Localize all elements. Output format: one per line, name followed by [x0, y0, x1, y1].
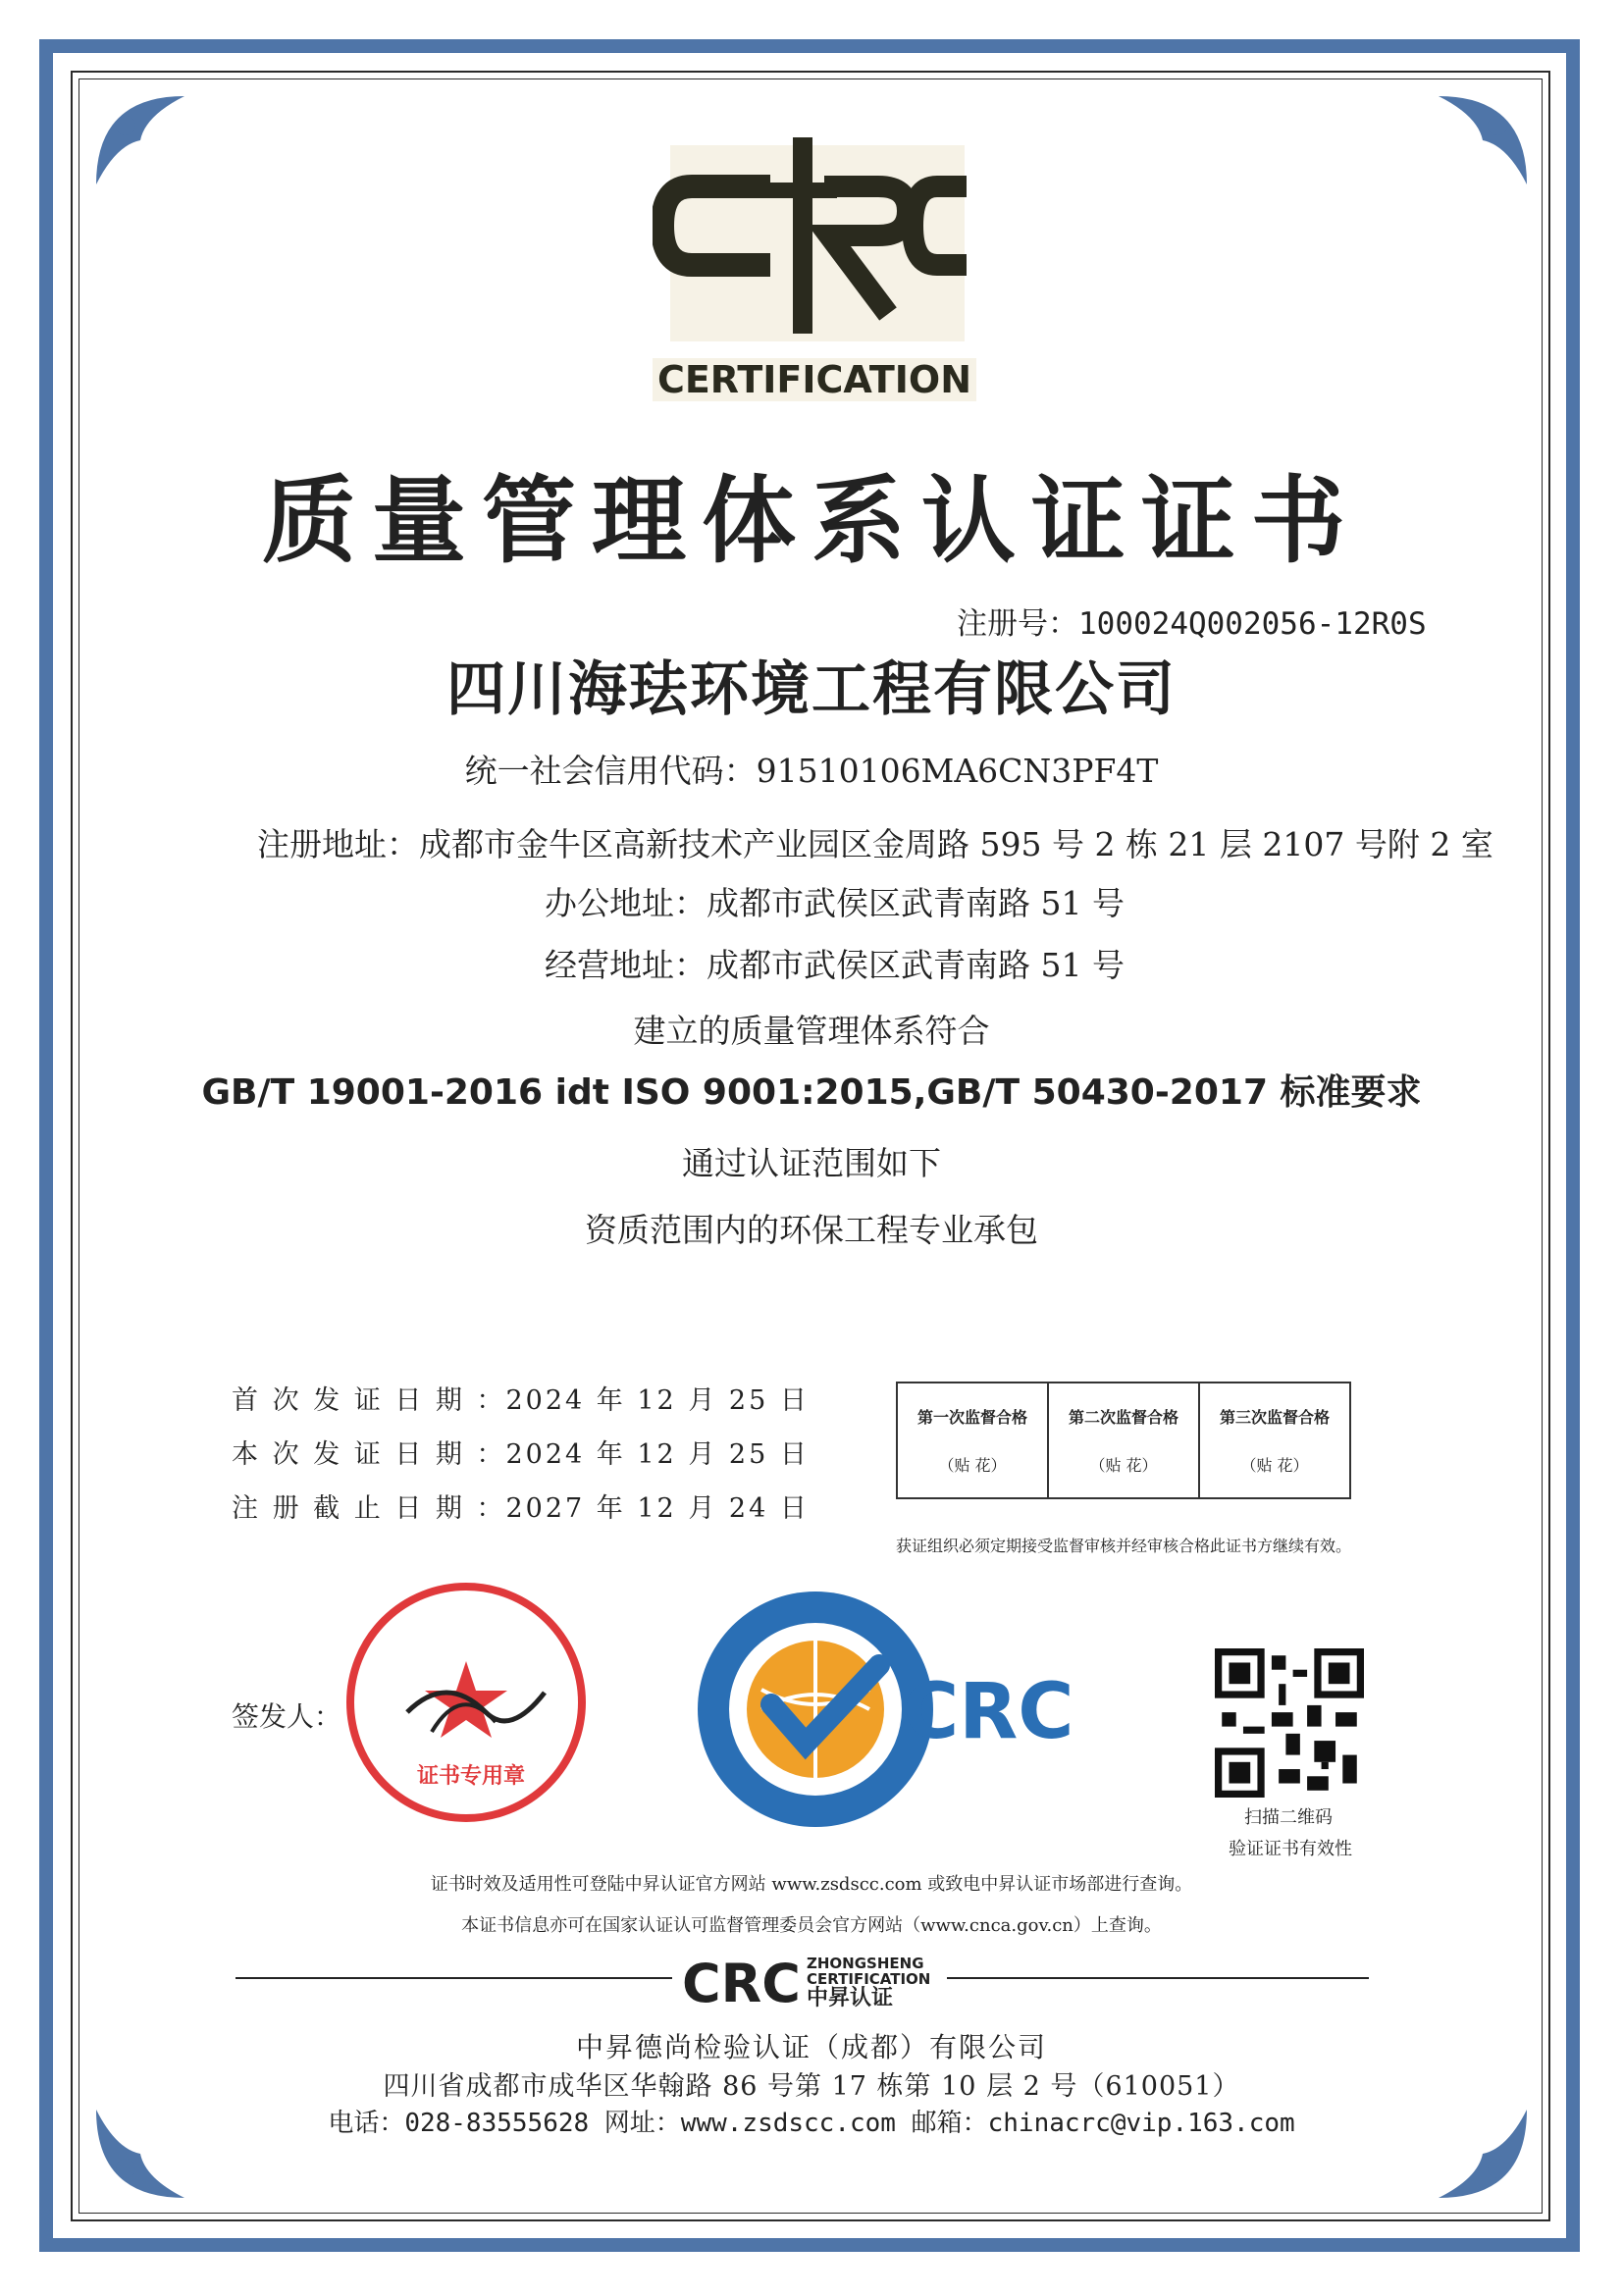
surveillance-cell-3: 第三次监督合格 （贴 花） — [1199, 1383, 1350, 1498]
issuer-name: 中昇德尚检验认证（成都）有限公司 — [575, 2031, 1047, 2063]
standard-requirement: GB/T 19001-2016 idt ISO 9001:2015,GB/T 50430-2017 标准要求 — [201, 1072, 1422, 1113]
credit-code: 统一社会信用代码：91510106MA6CN3PF4T — [464, 752, 1159, 790]
qr-caption-2: 验证证书有效性 — [1229, 1839, 1352, 1859]
seal-center-text: 证书专用章 — [417, 1763, 526, 1789]
validity-note-1: 证书时效及适用性可登陆中昇认证官方网站 www.zsdscc.com 或致电中昇认证市场部进行查询。 — [430, 1874, 1193, 1895]
date-label: 首 次 发 证 日 期 ： — [232, 1385, 506, 1416]
registration-expiry-date — [232, 1487, 810, 1525]
date-label: 本 次 发 证 日 期 ： — [232, 1439, 506, 1470]
footer-logo-cn: 中昇认证 — [807, 1986, 894, 2010]
registered-address: 注册地址：成都市金牛区高新技术产业园区金周路 595 号 2 栋 21 层 2107 号附 2 室 — [257, 825, 1493, 863]
certificate-title: 质量管理体系认证证书 — [262, 465, 1361, 576]
crc-logo-icon — [653, 128, 976, 353]
certification-scope: 资质范围内的环保工程专业承包 — [585, 1211, 1038, 1249]
logo-certification-text: CERTIFICATION — [653, 358, 976, 401]
conformity-intro: 建立的质量管理体系符合 — [633, 1012, 990, 1050]
corner-ornament-top-left-icon — [86, 86, 194, 194]
issuer-contact: 电话：028-83555628 网址：www.zsdscc.com 邮箱：chinacrc@vip.163.com — [328, 2109, 1295, 2138]
badge-crc-logo: CRC — [903, 1668, 1074, 1756]
corner-ornament-top-right-icon — [1429, 86, 1537, 194]
footer-rule-left — [236, 1977, 672, 1979]
office-address: 办公地址：成都市武侯区武青南路 51 号 — [545, 884, 1125, 922]
current-issue-date — [232, 1433, 810, 1471]
business-address: 经营地址：成都市武侯区武青南路 51 号 — [545, 946, 1125, 984]
scope-intro: 通过认证范围如下 — [682, 1144, 941, 1182]
surveillance-cell-2: 第二次监督合格 （贴 花） — [1048, 1383, 1199, 1498]
validity-note-2: 本证书信息亦可在国家认证认可监督管理委员会官方网站（www.cnca.gov.cn）上查询。 — [461, 1915, 1162, 1936]
date-value: 2027 年 12 月 24 日 — [505, 1493, 810, 1524]
date-label: 注 册 截 止 日 期 ： — [232, 1493, 506, 1524]
qr-code-icon — [1215, 1648, 1364, 1798]
surveillance-table — [896, 1382, 1351, 1499]
footer-logo-line2: CERTIFICATION — [807, 1970, 931, 1988]
signer-label: 签发人： — [232, 1700, 342, 1733]
registration-number: 注册号：100024Q002056-12R0S — [957, 606, 1427, 642]
footer-logo-text — [807, 1956, 930, 2010]
first-issue-date — [232, 1379, 810, 1417]
footer-logo-mark: CRC — [682, 1953, 801, 2014]
footer-logo-line1: ZHONGSHENG — [807, 1955, 924, 1972]
surveillance-cell-1: 第一次监督合格 （贴 花） — [897, 1383, 1048, 1498]
date-value: 2024 年 12 月 25 日 — [505, 1439, 810, 1470]
issuer-address: 四川省成都市成华区华翰路 86 号第 17 栋第 10 层 2 号（610051） — [383, 2071, 1240, 2102]
crc-certification-logo — [653, 128, 976, 412]
date-value: 2024 年 12 月 25 日 — [505, 1385, 810, 1416]
company-name: 四川海珐环境工程有限公司 — [446, 655, 1177, 724]
qr-caption-1: 扫描二维码 — [1244, 1807, 1333, 1828]
footer-rule-right — [947, 1977, 1369, 1979]
official-seal-icon — [339, 1575, 594, 1830]
surveillance-note: 获证组织必须定期接受监督审核并经审核合格此证书方继续有效。 — [896, 1537, 1352, 1555]
